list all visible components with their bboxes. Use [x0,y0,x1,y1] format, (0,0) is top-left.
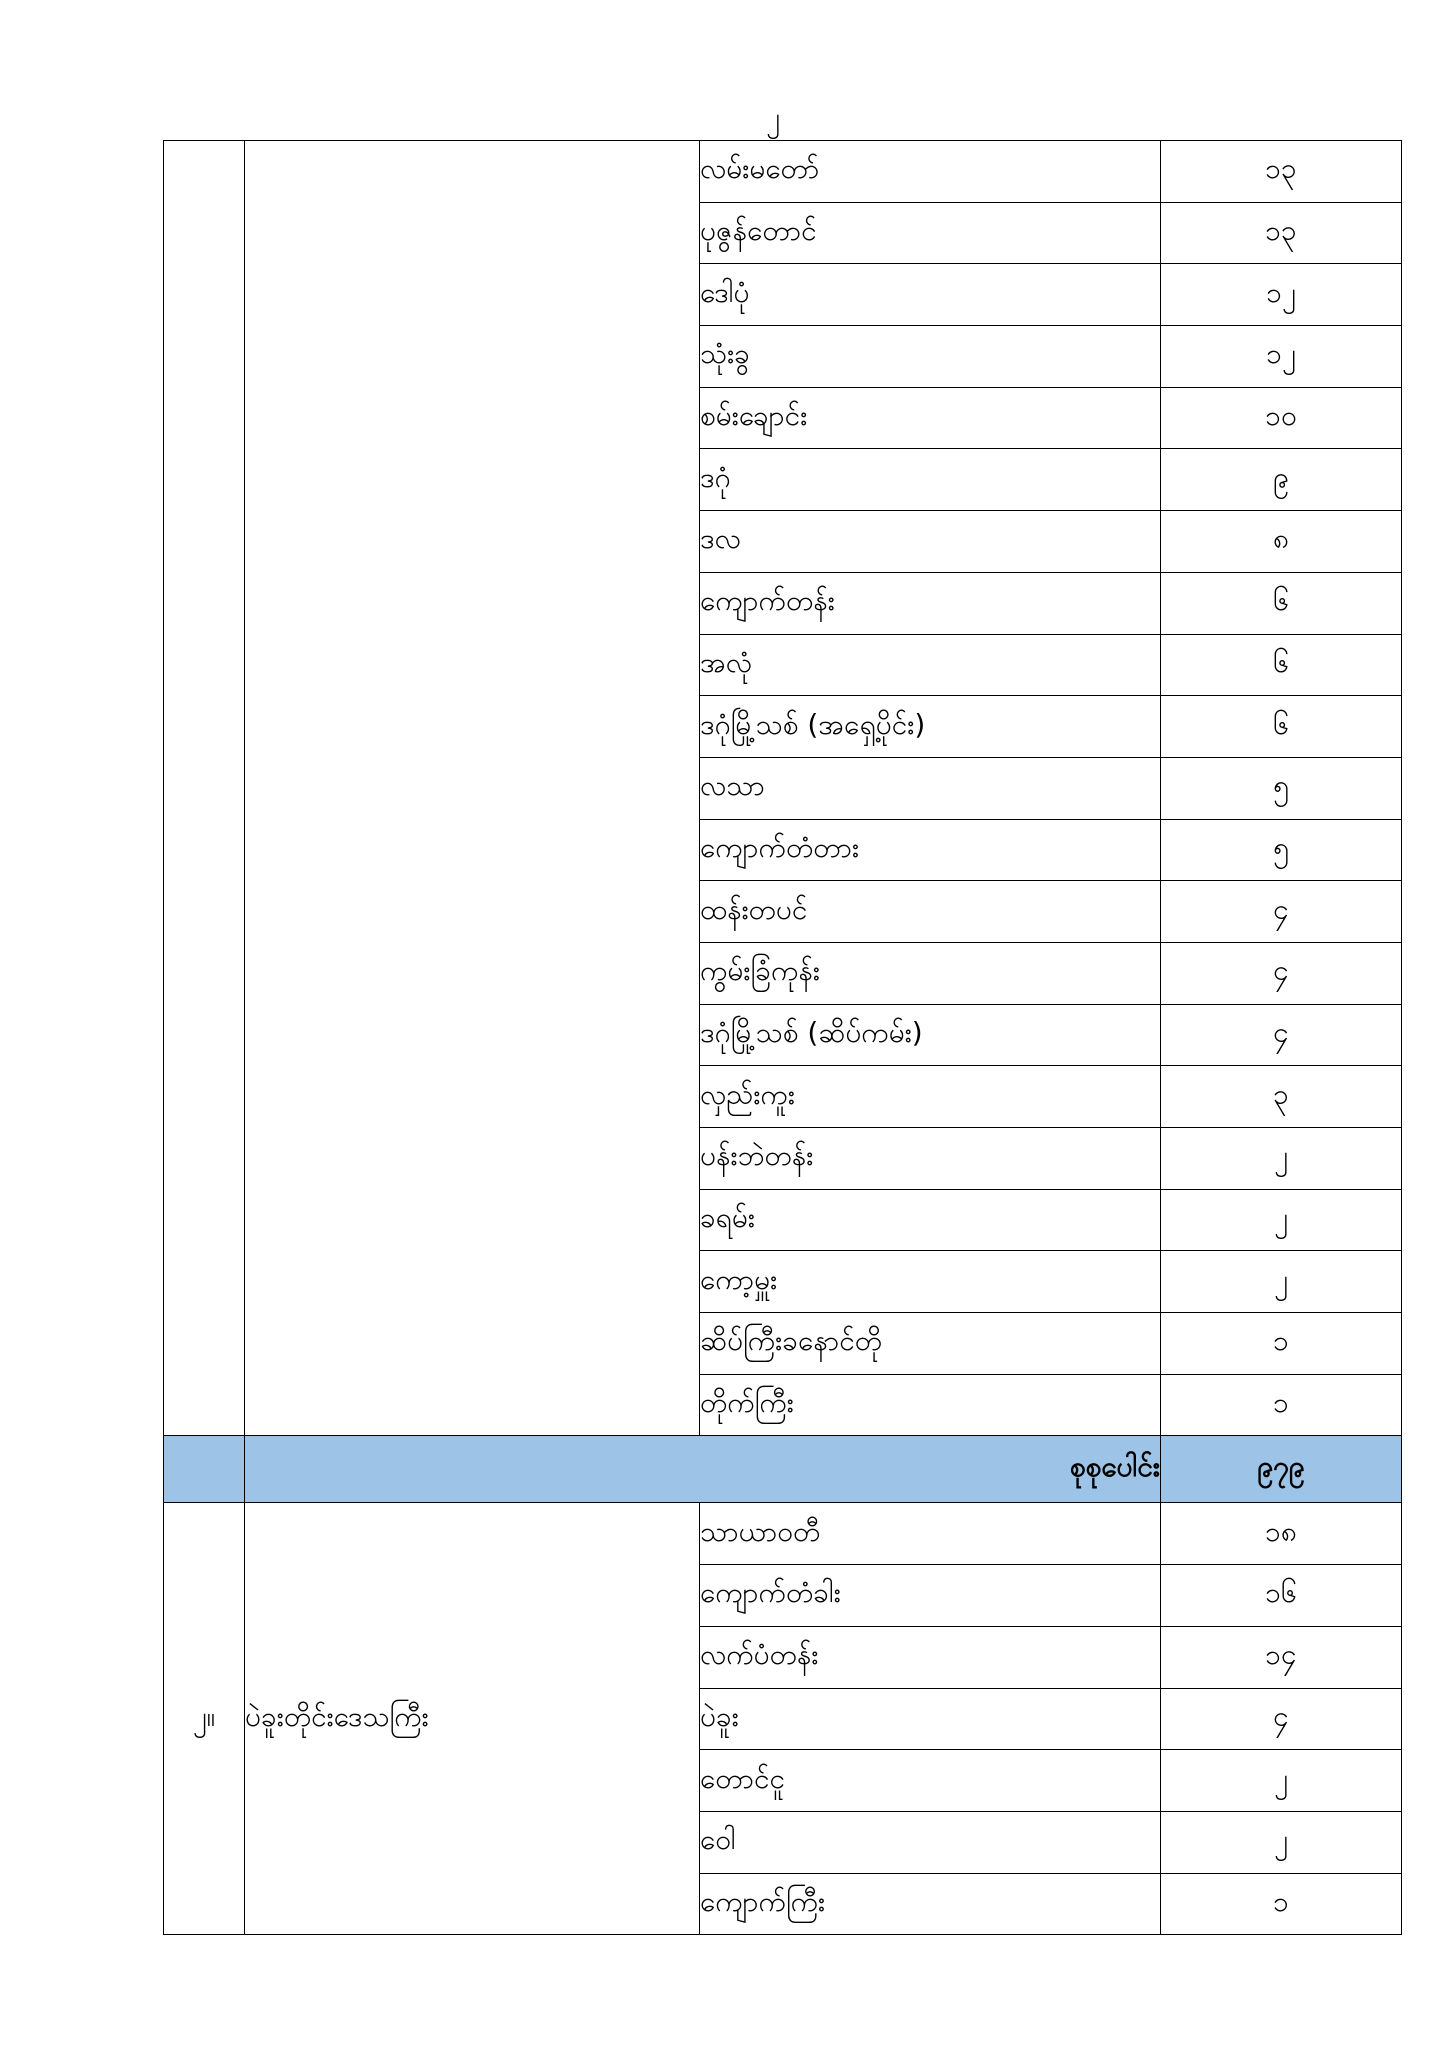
count-cell: ၂ [1161,1750,1402,1812]
count-cell: ၁ [1161,1374,1402,1436]
section-bago [164,1503,1402,1935]
township-name-cell: ဒဂုံမြို့သစ် (ဆိပ်ကမ်း) [700,1004,1161,1066]
count-cell: ၂ [1161,1811,1402,1873]
township-name-cell: လသာ [700,757,1161,819]
count-cell: ၁၈ [1161,1503,1402,1565]
page-number: ၂ [766,101,780,134]
township-name-cell: ကျောက်တံတား [700,819,1161,881]
township-name-cell: ဒဂုံမြို့သစ် (အရှေ့ပိုင်း) [700,696,1161,758]
count-cell: ၆ [1161,696,1402,758]
section-number-cell: ၂။ [164,1503,245,1935]
table-row [164,141,1402,203]
township-name-cell: သာယာဝတီ [700,1503,1161,1565]
count-cell: ၈ [1161,511,1402,573]
township-name-cell: ပန်းဘဲတန်း [700,1128,1161,1190]
region-name-cell: ပဲခူးတိုင်းဒေသကြီး [245,1503,700,1935]
township-name-cell: ဒေါပုံ [700,264,1161,326]
township-name-cell: ထန်းတပင် [700,881,1161,943]
count-cell: ၁၄ [1161,1626,1402,1688]
section-number-cell [164,141,245,1436]
township-name-cell: ပုဇွန်တောင် [700,202,1161,264]
count-cell: ၉ [1161,449,1402,511]
township-name-cell: ခရမ်း [700,1189,1161,1251]
count-cell: ၁၂ [1161,326,1402,388]
subtotal-blank-cell [164,1436,245,1503]
count-cell: ၁၃ [1161,202,1402,264]
count-cell: ၁၆ [1161,1565,1402,1627]
subtotal-row [164,1436,1402,1503]
count-cell: ၁ [1161,1873,1402,1935]
township-name-cell: ပဲခူး [700,1688,1161,1750]
table-row [164,1503,1402,1565]
count-cell: ၅ [1161,819,1402,881]
township-name-cell: ကွမ်းခြံကုန်း [700,942,1161,1004]
count-cell: ၂ [1161,1251,1402,1313]
township-name-cell: လမ်းမတော် [700,141,1161,203]
township-name-cell: ကျောက်တံခါး [700,1565,1161,1627]
township-name-cell: ဝေါ [700,1811,1161,1873]
count-cell: ၂ [1161,1189,1402,1251]
township-name-cell: ဒဂုံ [700,449,1161,511]
count-cell: ၄ [1161,881,1402,943]
count-cell: ၂ [1161,1128,1402,1190]
township-name-cell: ဒလ [700,511,1161,573]
township-name-cell: တောင်ငူ [700,1750,1161,1812]
count-cell: ၆ [1161,572,1402,634]
count-cell: ၆ [1161,634,1402,696]
township-name-cell: သုံးခွ [700,326,1161,388]
count-cell: ၁၂ [1161,264,1402,326]
township-name-cell: အလုံ [700,634,1161,696]
township-name-cell: စမ်းချောင်း [700,387,1161,449]
count-cell: ၄ [1161,1688,1402,1750]
subtotal-section [164,1436,1402,1503]
count-cell: ၃ [1161,1066,1402,1128]
count-cell: ၅ [1161,757,1402,819]
count-cell: ၄ [1161,1004,1402,1066]
township-name-cell: ကျောက်တန်း [700,572,1161,634]
section-continued [164,141,1402,1436]
count-cell: ၁ [1161,1313,1402,1375]
township-name-cell: ကျောက်ကြီး [700,1873,1161,1935]
subtotal-value: ၉၇၉ [1161,1436,1402,1503]
township-name-cell: လှည်းကူး [700,1066,1161,1128]
count-cell: ၄ [1161,942,1402,1004]
township-name-cell: လက်ပံတန်း [700,1626,1161,1688]
subtotal-label: စုစုပေါင်း [245,1436,1161,1503]
township-name-cell: ကော့မှူး [700,1251,1161,1313]
township-name-cell: ဆိပ်ကြီးခနောင်တို [700,1313,1161,1375]
count-cell: ၁၀ [1161,387,1402,449]
count-cell: ၁၃ [1161,141,1402,203]
township-count-table [163,140,1402,1935]
region-name-cell [245,141,700,1436]
township-name-cell: တိုက်ကြီး [700,1374,1161,1436]
